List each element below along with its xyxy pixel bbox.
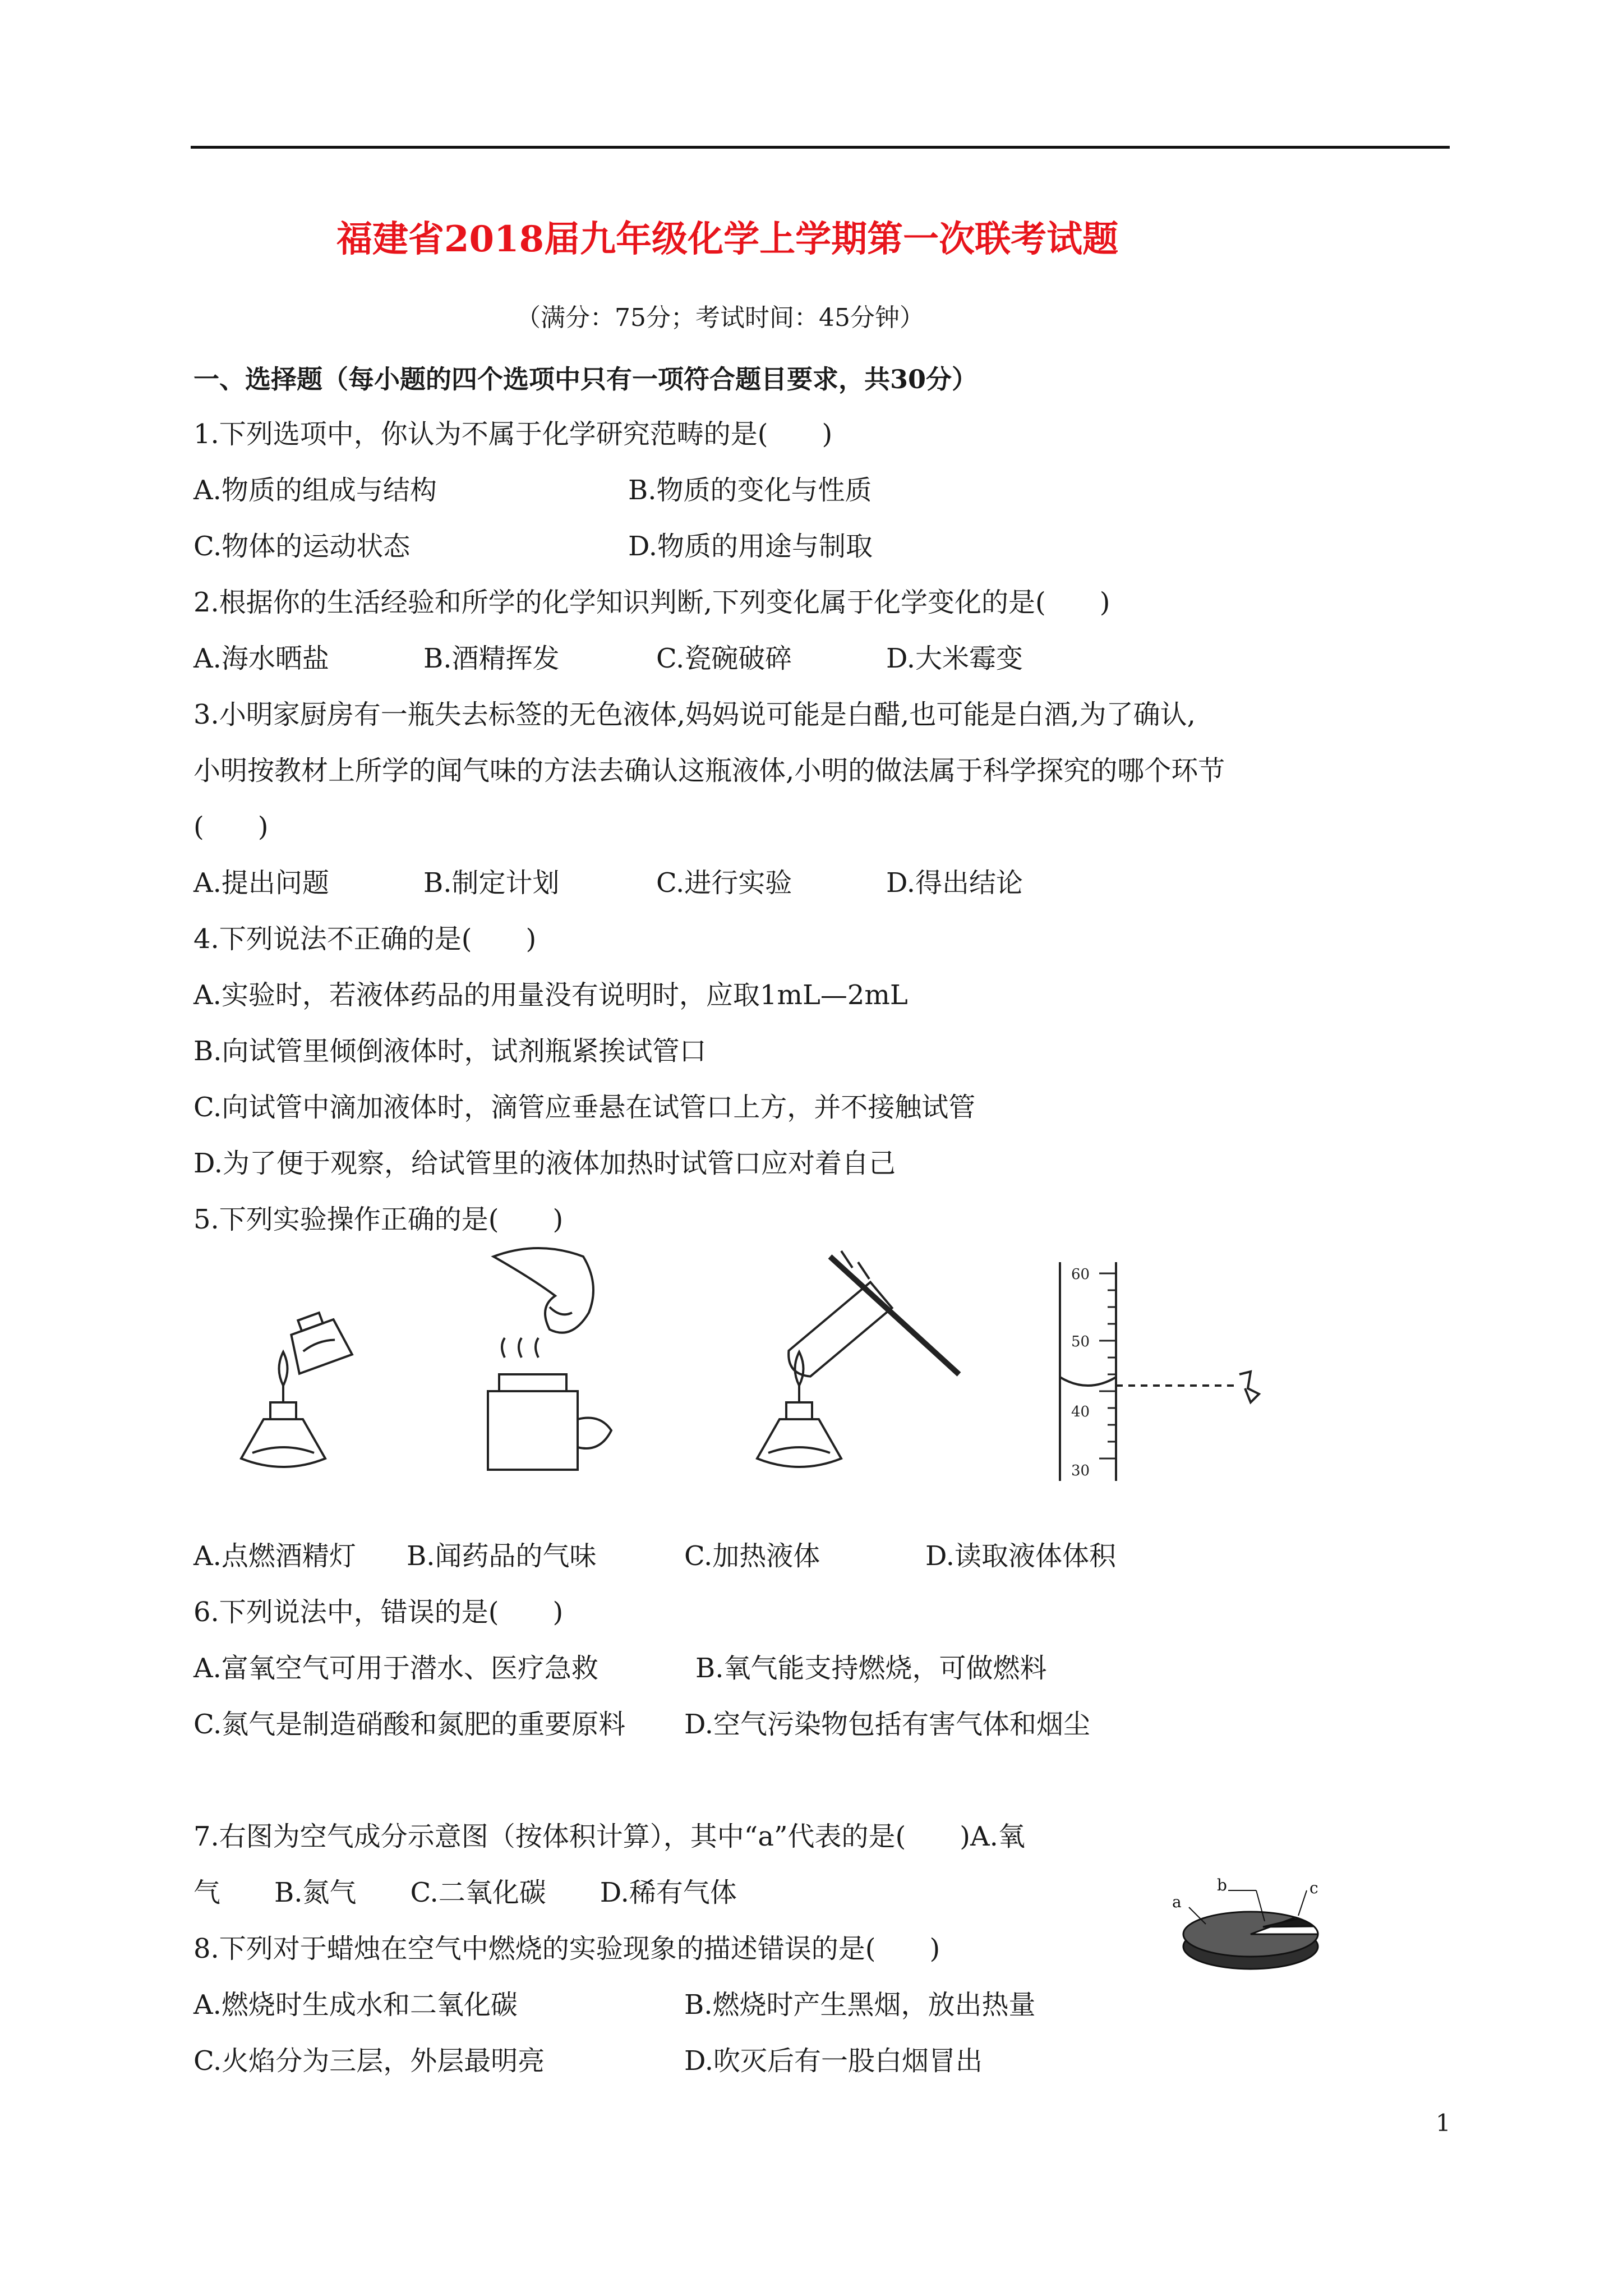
page-number: 1 (1436, 2109, 1451, 2137)
q4-option-c: C.向试管中滴加液体时，滴管应垂悬在试管口上方，并不接触试管 (193, 1092, 976, 1123)
q3-option-d: D.得出结论 (886, 867, 1023, 899)
q4-option-d: D.为了便于观察，给试管里的液体加热时试管口应对着自己 (193, 1148, 896, 1179)
q4-option-a: A.实验时，若液体药品的用量没有说明时，应取1mL—2mL (193, 979, 908, 1011)
q1-option-a: A.物质的组成与结构 (193, 475, 437, 506)
q8-stem: 8.下列对于蜡烛在空气中燃烧的实验现象的描述错误的是( ) (193, 1933, 940, 1964)
cylinder-tick-60: 60 (1071, 1266, 1090, 1283)
exam-info: （满分：75分；考试时间：45分钟） (516, 303, 924, 332)
cylinder-tick-30: 30 (1071, 1462, 1090, 1479)
q6-option-b: B.氧气能支持燃烧，可做燃料 (695, 1653, 1047, 1684)
graduated-cylinder-figure (1038, 1257, 1284, 1492)
pie-label-c: c (1310, 1879, 1318, 1897)
q8-option-a: A.燃烧时生成水和二氧化碳 (193, 1989, 518, 2021)
section-heading: 一、选择题（每小题的四个选项中只有一项符合题目要求，共30分） (193, 364, 978, 394)
q2-option-b: B.酒精挥发 (423, 643, 560, 674)
air-composition-figure (1166, 1868, 1346, 1980)
q6-stem: 6.下列说法中，错误的是( ) (193, 1596, 564, 1628)
q7-line-1: 7.右图为空气成分示意图（按体积计算），其中“a”代表的是( )A.氧 (193, 1821, 1025, 1852)
pie-label-b: b (1217, 1876, 1227, 1894)
q2-option-a: A.海水晒盐 (193, 643, 329, 674)
q4-stem: 4.下列说法不正确的是( ) (193, 923, 537, 955)
q3-option-a: A.提出问题 (193, 867, 329, 899)
q3-line-2: 小明按教材上所学的闻气味的方法去确认这瓶液体,小明的做法属于科学探究的哪个环节 (193, 755, 1225, 786)
q2-option-c: C.瓷碗破碎 (656, 643, 792, 674)
q7-line-2: 气 B.氮气 C.二氧化碳 D.稀有气体 (193, 1877, 737, 1908)
q3-line-1: 3.小明家厨房有一瓶失去标签的无色液体,妈妈说可能是白醋,也可能是白酒,为了确认, (193, 699, 1196, 730)
q8-option-c: C.火焰分为三层，外层最明亮 (193, 2045, 545, 2077)
q5-option-a: A.点燃酒精灯 (193, 1540, 356, 1572)
q3-option-c: C.进行实验 (656, 867, 792, 899)
header-rule (191, 146, 1450, 149)
q1-option-d: D.物质的用途与制取 (628, 531, 873, 562)
q3-option-b: B.制定计划 (423, 867, 560, 899)
q2-option-d: D.大米霉变 (886, 643, 1023, 674)
cylinder-tick-50: 50 (1071, 1333, 1090, 1350)
q4-option-b: B.向试管里倾倒液体时，试剂瓶紧挨试管口 (193, 1036, 707, 1067)
q5-option-c: C.加热液体 (684, 1540, 820, 1572)
q6-option-a: A.富氧空气可用于潜水、医疗急救 (193, 1653, 598, 1684)
q5-option-b: B.闻药品的气味 (407, 1540, 597, 1572)
q8-option-b: B.燃烧时产生黑烟，放出热量 (684, 1989, 1036, 2021)
cylinder-tick-40: 40 (1071, 1404, 1090, 1420)
pie-label-a: a (1172, 1893, 1182, 1911)
q2-stem: 2.根据你的生活经验和所学的化学知识判断,下列变化属于化学变化的是( ) (193, 587, 1110, 618)
alcohol-lamp-lighting-figure (208, 1290, 376, 1492)
q5-option-d: D.读取液体体积 (925, 1540, 1117, 1572)
q1-option-b: B.物质的变化与性质 (628, 475, 872, 506)
page-title: 福建省2018届九年级化学上学期第一次联考试题 (336, 218, 1119, 260)
q1-option-c: C.物体的运动状态 (193, 531, 411, 562)
q1-stem: 1.下列选项中，你认为不属于化学研究范畴的是( ) (193, 418, 833, 450)
heating-liquid-figure (723, 1234, 981, 1492)
smelling-gas-figure (460, 1234, 628, 1492)
q6-option-d: D.空气污染物包括有害气体和烟尘 (684, 1709, 1091, 1740)
q6-option-c: C.氮气是制造硝酸和氮肥的重要原料 (193, 1709, 626, 1740)
q3-line-3: ( ) (193, 811, 269, 843)
q5-stem: 5.下列实验操作正确的是( ) (193, 1204, 564, 1235)
q8-option-d: D.吹灭后有一股白烟冒出 (684, 2045, 983, 2077)
